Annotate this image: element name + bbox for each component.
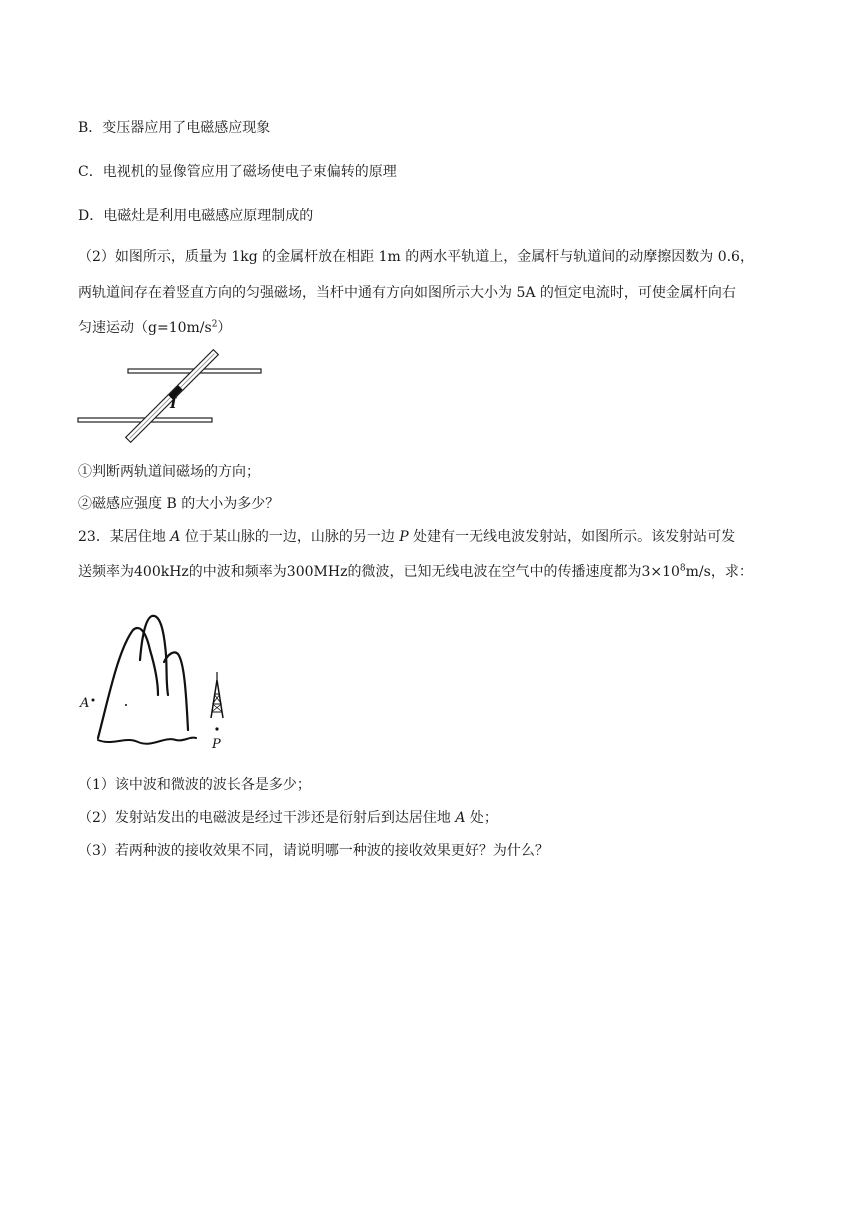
mountain-figure [78, 610, 258, 755]
q23-freq-microwave: 300MHz [286, 564, 348, 580]
q23-speed-base: 3×10 [641, 564, 680, 580]
mountain-middle [140, 616, 168, 695]
option-b: B．变压器应用了电磁感应现象 [78, 120, 271, 136]
q23-speed-exp: 8 [679, 563, 686, 574]
q23-sub1: （1）该中波和微波的波长各是多少； [78, 777, 311, 793]
label-p: P [212, 737, 221, 752]
q23-stem-line1 [78, 527, 802, 547]
q23-text-1a: 23．某居住地 [78, 529, 171, 545]
current-label-i: I [170, 396, 177, 412]
q22-superscript: 2 [211, 319, 218, 330]
tower-icon [211, 672, 223, 718]
option-c: C．电视机的显像管应用了磁场使电子束偏转的原理 [78, 164, 397, 180]
q23-sub2-var-a: A [455, 810, 466, 826]
q22-stem-line3-close: ） [217, 320, 232, 336]
point-a-dot [92, 699, 95, 702]
q23-text-2a: 送频率为 [78, 564, 134, 580]
q23-text-2c: 的微波，已知无线电波在空气中的传播速度都为 [347, 564, 642, 580]
q22-stem-line3 [78, 318, 802, 338]
q23-sub2-text: （2）发射站发出的电磁波是经过干涉还是衍射后到达居住地 [78, 810, 456, 826]
ground-line [98, 738, 196, 744]
q23-stem-line2 [78, 562, 802, 582]
point-p-dot [215, 727, 218, 730]
q22-stem-line3-text: 匀速运动（g=10m/s [78, 320, 212, 336]
q23-sub2 [78, 808, 802, 828]
q23-var-a: A [170, 529, 181, 545]
q22-stem-line1: （2）如图所示，质量为 1kg 的金属杆放在相距 1m 的两水平轨道上，金属杆与轨道间的动摩擦因数为 0.6， [78, 249, 754, 265]
label-a: A [80, 696, 90, 711]
q23-freq-mw: 400kHz [134, 564, 189, 580]
q22-stem-line2: 两轨道间存在着竖直方向的匀强磁场，当杆中通有方向如图所示大小为 5A 的恒定电流时，可使金属杆向右 [78, 285, 736, 301]
q23-sub2-tail: 处； [465, 810, 498, 826]
q23-text-1c: 处建有一无线电波发射站，如图所示。该发射站可发 [408, 529, 736, 545]
q23-speed-unit: m/s [685, 564, 711, 580]
q22-sub2: ②磁感应强度 B 的大小为多少？ [78, 496, 280, 512]
q23-sub3: （3）若两种波的接收效果不同，请说明哪一种波的接收效果更好？为什么？ [78, 843, 549, 859]
option-d: D．电磁灶是利用电磁感应原理制成的 [78, 208, 314, 224]
q23-text-1b: 位于某山脉的一边，山脉的另一边 [180, 529, 400, 545]
q23-var-p: P [399, 529, 409, 545]
rail-rod-figure [76, 344, 266, 444]
hill-dot [125, 704, 127, 706]
q22-sub1: ①判断两轨道间磁场的方向； [78, 464, 260, 480]
q23-text-2d: ，求： [710, 564, 753, 580]
q23-text-2b: 的中波和频率为 [188, 564, 287, 580]
mountain-left [98, 628, 158, 738]
